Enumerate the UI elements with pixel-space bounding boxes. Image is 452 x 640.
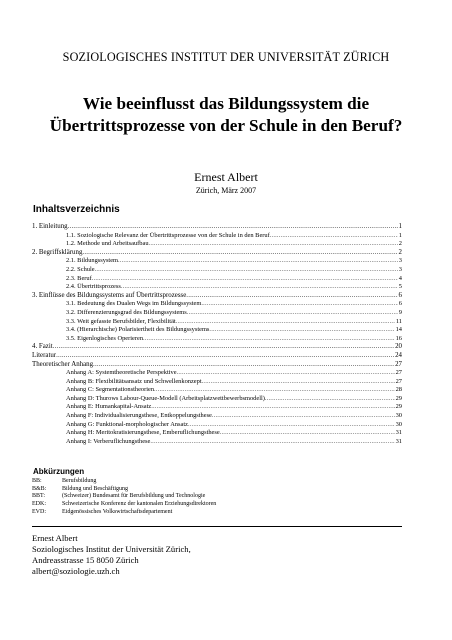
abbreviation-value: (Schweizer) Bundesamt für Berufsbildung und Technologie (62, 493, 206, 500)
toc-leader-dots (92, 275, 398, 284)
toc-entry[interactable] (32, 429, 402, 438)
toc-leader-dots (149, 240, 398, 249)
toc-entry[interactable] (32, 249, 402, 258)
toc-leader-dots (188, 421, 395, 430)
abbreviation-key: EVD: (32, 508, 46, 515)
toc-entry[interactable] (32, 386, 402, 395)
toc-leader-dots (209, 326, 394, 335)
toc-leader-dots (95, 266, 398, 275)
toc-leader-dots (154, 386, 395, 395)
toc-entry-page: 31 (395, 429, 402, 437)
toc-entry[interactable] (32, 240, 402, 249)
toc-entry-title: Anhang I: Verberuflichungsthese (66, 437, 151, 445)
toc-leader-dots (270, 232, 398, 241)
contact-address: Andreasstrasse 15 8050 Zürich (32, 555, 139, 565)
toc-entry-title: Anhang A: Systemtheoretische Perspektive (66, 369, 177, 377)
divider (32, 526, 402, 527)
toc-entry-title: 2.4. Übertrittsprozess (66, 283, 121, 291)
toc-entry-page: 4 (398, 274, 402, 282)
toc-leader-dots (82, 249, 397, 258)
toc-entry[interactable] (32, 403, 402, 412)
toc-entry-page: 6 (398, 300, 402, 308)
toc-entry-title: 2.3. Beruf (66, 274, 92, 282)
toc-entry-title: 1.2. Methode und Arbeitsaufbau (66, 240, 149, 248)
toc-entry[interactable] (32, 326, 402, 335)
toc-leader-dots (151, 403, 394, 412)
toc-entry-page: 2 (398, 248, 402, 256)
abbreviation-key: BB: (32, 478, 42, 484)
toc-entry[interactable] (32, 300, 402, 309)
contact-institute: Soziologisches Institut der Universität Zürich, (32, 544, 191, 554)
toc-entry[interactable] (32, 378, 402, 387)
toc-entry-title: 2. Begriffsklärung (32, 248, 83, 256)
abbreviation-row (32, 478, 216, 486)
toc-entry[interactable] (32, 369, 402, 378)
contact-name: Ernest Albert (32, 533, 78, 543)
toc-entry-page: 27 (395, 369, 402, 377)
toc-entry[interactable] (32, 283, 402, 292)
toc-entry-title: Theoretischer Anhang (32, 360, 94, 368)
toc-leader-dots (53, 343, 394, 352)
toc-entry[interactable] (32, 275, 402, 284)
toc-entry-title: 3. Einflüsse des Bildungssystems auf Übertrittsprozesse (32, 291, 187, 299)
document-date: Zürich, März 2007 (195, 186, 257, 195)
toc-leader-dots (220, 429, 395, 438)
toc-entry-page: 29 (395, 403, 402, 411)
toc-entry-title: Anhang E: Humankapital-Ansatz (66, 403, 152, 411)
toc-entry-page: 2 (398, 240, 402, 248)
abbreviation-key: BBT: (32, 493, 46, 500)
toc-entry-page: 30 (395, 412, 402, 420)
toc-entry-page: 14 (395, 326, 402, 334)
toc-entry-title: 3.3. Weit gefasste Berufsbilder, Flexibilität (66, 317, 176, 325)
abbreviation-row (32, 509, 216, 517)
toc-entry-title: 3.2. Differenzierungsgrad des Bildungssystems (66, 308, 187, 316)
abbreviation-key: B&B: (32, 485, 47, 492)
abbreviation-row (32, 493, 216, 501)
toc-entry-title: 1. Einleitung (32, 223, 68, 230)
toc-entry[interactable] (32, 343, 402, 352)
toc-entry-title: Anhang F: Individualisierungsthese, Entkoppelungsthese (66, 412, 212, 420)
toc-entry[interactable] (32, 292, 402, 301)
toc-entry-title: 3.4. (Hierarchische) Polarisiertheit des Bildungssystems (66, 326, 210, 334)
toc-leader-dots (201, 300, 397, 309)
abbreviations-list (32, 478, 216, 516)
toc-entry-page: 29 (395, 394, 402, 402)
abbreviation-value: Eidgenössisches Volkswirtschaftsdepartement (62, 508, 173, 515)
toc-entry-page: 6 (398, 291, 402, 299)
toc-entry-title: 2.2. Schule (66, 265, 95, 273)
abbreviation-value: Schweizerische Konferenz der kantonalen Erziehungsdirektoren (62, 501, 217, 508)
abbreviation-value: Bildung und Beschäftigung (62, 485, 128, 492)
abbreviation-value: Berufsbildung (62, 478, 97, 484)
toc-entry-page: 27 (395, 360, 402, 368)
toc-entry-page: 31 (395, 437, 402, 445)
toc-entry[interactable] (32, 395, 402, 404)
toc-entry[interactable] (32, 421, 402, 430)
toc-entry-title: 4. Fazit (32, 343, 53, 351)
toc-leader-dots (177, 369, 395, 378)
toc-leader-dots (121, 283, 398, 292)
toc-leader-dots (93, 361, 394, 370)
toc-entry-page: 20 (395, 343, 402, 351)
toc-heading: Inhaltsverzeichnis (33, 204, 120, 215)
contact-email[interactable]: albert@soziologie.uzh.ch (32, 566, 120, 576)
toc-entry-title: Anhang G: Funktional-morphologischer Ansatz (66, 420, 188, 428)
table-of-contents (32, 223, 402, 446)
toc-entry-page: 16 (395, 334, 402, 342)
toc-entry-page: 3 (398, 257, 402, 265)
toc-entry[interactable] (32, 412, 402, 421)
toc-entry[interactable] (32, 232, 402, 241)
toc-entry-page: 27 (395, 377, 402, 385)
toc-entry-title: 1.1. Soziologische Relevanz der Übertrittsprozesse von der Schule in den Beruf (66, 231, 270, 239)
toc-entry[interactable] (32, 309, 402, 318)
toc-entry[interactable] (32, 335, 402, 344)
toc-entry[interactable] (32, 438, 402, 447)
document-title: Wie beeinflusst das Bildungssystem die Übertrittsprozesse von der Schule in den Beruf? (49, 94, 403, 135)
contact-block (32, 533, 191, 577)
toc-leader-dots (186, 292, 397, 301)
toc-entry-page: 30 (395, 420, 402, 428)
toc-entry-page: 11 (395, 317, 402, 325)
toc-entry-page: 24 (395, 351, 402, 359)
toc-leader-dots (265, 395, 395, 404)
toc-leader-dots (176, 318, 395, 327)
toc-entry[interactable] (32, 318, 402, 327)
toc-entry-page: 9 (398, 308, 402, 316)
toc-entry-title: Literatur (32, 351, 57, 359)
toc-entry[interactable] (32, 352, 402, 361)
toc-entry[interactable] (32, 361, 402, 370)
toc-entry-title: Anhang B: Flexibilitätsansatz und Schwellenkonzept (66, 377, 202, 385)
toc-entry-title: Anhang C: Segmentationstheorien (66, 386, 155, 394)
toc-entry-title: 3.1. Bedeutung des Dualen Wegs im Bildungssystem (66, 300, 202, 308)
abbreviation-row (32, 501, 216, 509)
toc-leader-dots (187, 309, 398, 318)
toc-leader-dots (118, 257, 398, 266)
institute-name: SOZIOLOGISCHES INSTITUT DER UNIVERSITÄT ZÜRICH (62, 50, 390, 64)
toc-leader-dots (56, 352, 394, 361)
toc-entry-page: 28 (395, 386, 402, 394)
author-name: Ernest Albert (194, 170, 258, 184)
toc-entry[interactable] (32, 266, 402, 275)
toc-entry-page: 3 (398, 265, 402, 273)
toc-entry-title: 3.5. Eigenlogisches Operieren (66, 334, 144, 342)
toc-entry[interactable] (32, 257, 402, 266)
toc-leader-dots (143, 335, 395, 344)
toc-entry-title: 2.1. Bildungssystem (66, 257, 119, 265)
toc-entry[interactable] (32, 223, 402, 232)
toc-entry-page: 5 (398, 283, 402, 291)
toc-entry-page: 1 (398, 231, 402, 239)
toc-leader-dots (150, 438, 394, 447)
toc-leader-dots (212, 412, 395, 421)
toc-leader-dots (202, 378, 395, 387)
abbreviations-heading: Abkürzungen (33, 467, 85, 476)
toc-leader-dots (68, 223, 398, 232)
toc-entry-title: Anhang D: Thurows Labour-Queue-Modell (Arbeitsplatzwettbewerbsmodell) (66, 394, 265, 402)
abbreviation-key: EDK: (32, 501, 46, 508)
toc-entry-title: Anhang H: Meritokratisierungsthese, Emberuflichungsthese (66, 429, 220, 437)
toc-entry-page: 1 (398, 223, 402, 230)
